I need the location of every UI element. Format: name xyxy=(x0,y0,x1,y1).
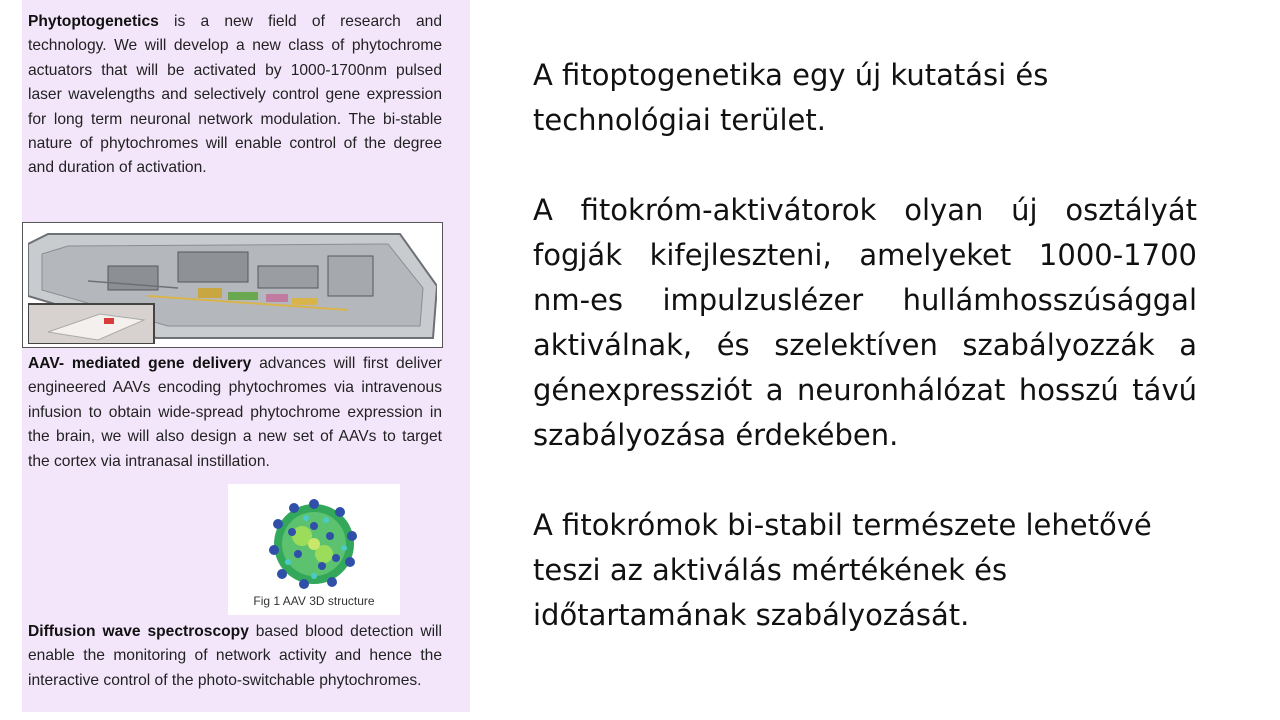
aav-delivery-text: advances will first deliver engineered AAVs encoding phytochromes via intravenous infusion to obtain wide-spread phytochrome expression in the brain, we will also design a new set of AAVs to target the cortex via intranasal instillation. xyxy=(28,355,442,470)
aav-delivery-paragraph xyxy=(28,352,442,474)
aav-figure xyxy=(228,484,400,615)
device-figure xyxy=(22,222,443,348)
aav-figure-caption: Fig 1 AAV 3D structure xyxy=(253,594,375,608)
hungarian-paragraph-1: A fitoptogenetika egy új kutatási és technológiai terület. xyxy=(533,58,1049,137)
aav-delivery-term: AAV- mediated gene delivery xyxy=(28,355,252,372)
phytoptogenetics-term: Phytoptogenetics xyxy=(28,13,159,30)
hungarian-paragraph-2: A fitokróm-aktivátorok olyan új osztályát fogják kifejleszteni, amelyeket 1000-1700 nm-es impulzuslézer hullámhosszúsággal aktiválnak, és szelektíven szabályozzák a génexpressziót a neuronhálózat hosszú távú szabályozása érdekében. xyxy=(533,193,1197,452)
diffusion-spectroscopy-paragraph xyxy=(28,620,442,693)
device-render-icon xyxy=(28,226,437,344)
phytoptogenetics-text: is a new field of research and technology. We will develop a new class of phytochrome actuators that will be activated by 1000-1700nm pulsed laser wavelengths and selectively control gene expression for long term neuronal network modulation. The bi-stable nature of phytochromes will enable control of the degree and duration of activation. xyxy=(28,13,442,177)
left-panel xyxy=(22,0,470,712)
phytoptogenetics-paragraph xyxy=(28,10,442,181)
hungarian-paragraph-3: A fitokrómok bi-stabil természete lehetővé teszi az aktiválás mértékének és időtartamának szabályozását. xyxy=(533,508,1152,632)
diffusion-spectroscopy-term: Diffusion wave spectroscopy xyxy=(28,623,249,640)
aav-virus-icon xyxy=(252,496,376,594)
diffusion-spectroscopy-text: based blood detection will enable the monitoring of network activity and hence the interactive control of the photo-switchable phytochromes. xyxy=(28,623,442,689)
